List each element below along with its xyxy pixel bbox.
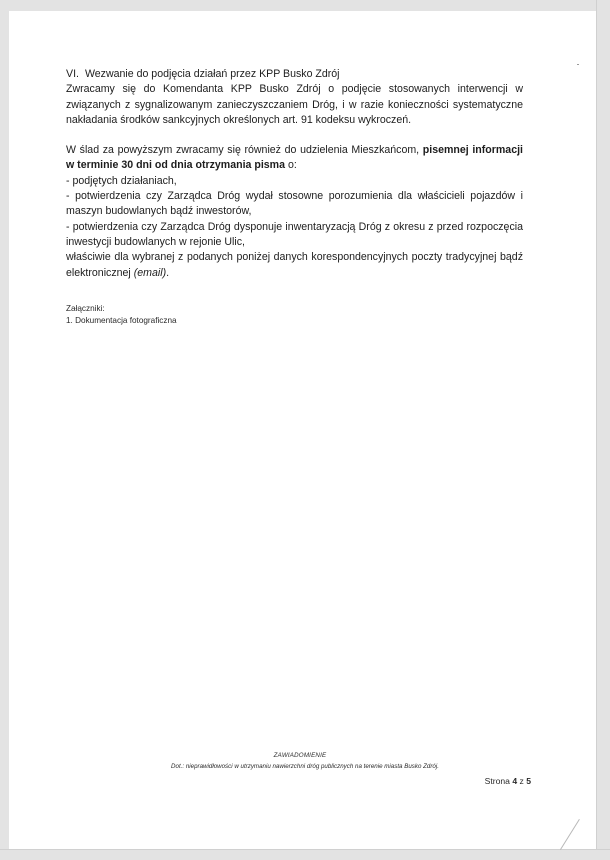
attachments-label: Załączniki:	[66, 304, 105, 313]
footer-title: ZAWIADOMIENIE	[273, 752, 327, 759]
viewer-frame-left	[0, 0, 9, 860]
page-current: 4	[512, 776, 518, 786]
attachment-item: 1. Dokumentacja fotograficzna	[66, 315, 177, 325]
attachments-section	[66, 303, 177, 326]
list-item: - potwierdzenia czy Zarządca Dróg wydał stosowne porozumienia dla właścicieli pojazdów i maszyn budowlanych bądź inwestorów,	[66, 190, 523, 218]
page-prefix: Strona	[484, 776, 510, 786]
page-number	[470, 776, 531, 786]
page-separator: z	[519, 776, 524, 786]
scan-speck	[577, 64, 579, 65]
viewer-frame-top	[0, 0, 610, 11]
request-after-bold: o:	[287, 159, 297, 172]
request-closing-text: właściwie dla wybranej z podanych poniżej danych korespondencyjnych poczty tradycyjnej bądź elektronicznej	[66, 251, 523, 279]
section-title: Wezwanie do podjęcia działań przez KPP Busko Zdrój	[84, 68, 340, 80]
page-total: 5	[526, 776, 531, 786]
request-deadline: pisemnej informacji w terminie 30 dni od dnia otrzymania pisma	[66, 144, 523, 172]
page-body	[66, 67, 523, 281]
paragraph-interventions: Zwracamy się do Komendanta KPP Busko Zdrój o podjęcie stosowanych interwencji w związanych z sygnalizowanym zanieczyszczaniem Dróg, i w razie konieczności systematyczne nakładania środków sankcyjnych określonych art. 91 kodeksu wykroczeń.	[66, 83, 523, 126]
section-heading	[66, 67, 523, 82]
viewer-frame-right	[596, 0, 610, 860]
request-closing	[66, 250, 523, 281]
request-closing-end: .	[166, 266, 170, 279]
paragraph-information-request	[66, 143, 523, 281]
request-email-note: (email)	[133, 266, 167, 279]
scan-artifact-line	[560, 819, 580, 850]
list-item: - podjętych działaniach,	[66, 174, 177, 187]
list-item: - potwierdzenia czy Zarządca Dróg dysponuje inwentaryzacją Dróg z okresu z przed rozpoczęcia inwestycji budowlanych w rejonie Ulic,	[66, 220, 523, 248]
section-number: VI.	[66, 68, 79, 80]
viewer-frame-bottom	[0, 849, 610, 860]
request-intro-text: W ślad za powyższym zwracamy się również do udzielenia Mieszkańcom,	[66, 144, 420, 157]
footer-subject: Dot.: nieprawidłowości w utrzymaniu nawierzchni dróg publicznych na terenie miasta Busko Zdrój.	[171, 763, 439, 770]
request-intro	[66, 143, 523, 174]
